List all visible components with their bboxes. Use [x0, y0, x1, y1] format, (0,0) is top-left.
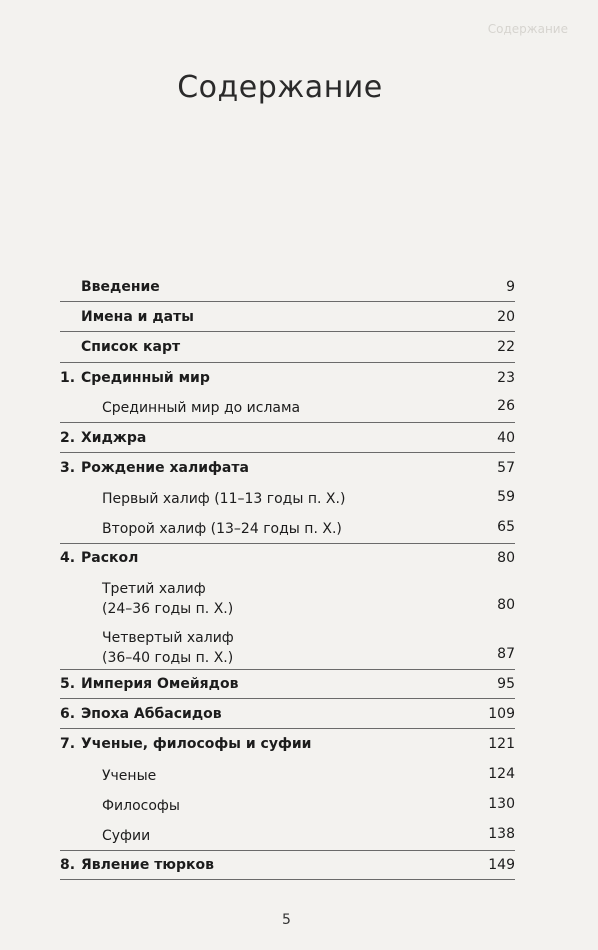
toc-entry-page: 26	[497, 398, 515, 414]
page-number: 5	[282, 912, 291, 928]
toc-divider	[60, 879, 515, 880]
chapter-number: 7.	[60, 736, 76, 752]
toc-entry-title: Философы	[102, 798, 180, 814]
toc-entry-page: 22	[497, 339, 515, 355]
toc-entry-page: 87	[497, 646, 515, 662]
toc-divider	[60, 301, 515, 302]
toc-divider	[60, 331, 515, 332]
toc-entry-title-dates: (24–36 годы п. Х.)	[102, 601, 234, 617]
toc-entry-title: Список карт	[81, 339, 181, 355]
toc-entry-page: 124	[488, 766, 515, 782]
bleed-through-header: Содержание	[487, 22, 568, 36]
toc-entry-page: 40	[497, 430, 515, 446]
chapter-number: 4.	[60, 550, 76, 566]
toc-entry-title: Третий халиф	[102, 581, 206, 597]
toc-entry-page: 80	[497, 550, 515, 566]
toc-divider	[60, 362, 515, 363]
toc-entry-page: 57	[497, 460, 515, 476]
toc-entry-title: Эпоха Аббасидов	[81, 706, 222, 722]
toc-divider	[60, 850, 515, 851]
toc-entry-title: Суфии	[102, 828, 151, 844]
toc-entry-title: Хиджра	[81, 430, 147, 446]
chapter-number: 3.	[60, 460, 76, 476]
toc-entry-title: Ученые	[102, 768, 157, 784]
chapter-number: 2.	[60, 430, 76, 446]
toc-entry-page: 59	[497, 489, 515, 505]
toc-entry-title: Раскол	[81, 550, 139, 566]
toc-entry-page: 149	[488, 857, 515, 873]
page-title: Содержание	[177, 70, 383, 105]
toc-entry-page: 9	[506, 279, 515, 295]
toc-entry-title: Четвертый халиф	[102, 630, 234, 646]
toc-entry-page: 130	[488, 796, 515, 812]
toc-entry-title-dates: (36–40 годы п. Х.)	[102, 650, 234, 666]
toc-entry-title: Империя Омейядов	[81, 676, 239, 692]
toc-entry-page: 95	[497, 676, 515, 692]
toc-entry-title: Первый халиф (11–13 годы п. Х.)	[102, 491, 346, 507]
toc-entry-page: 109	[488, 706, 515, 722]
toc-entry-title: Рождение халифата	[81, 460, 249, 476]
toc-entry-page: 65	[497, 519, 515, 535]
toc-entry-page: 80	[497, 597, 515, 613]
toc-entry-page: 121	[488, 736, 515, 752]
toc-entry-title: Срединный мир	[81, 370, 210, 386]
toc-divider	[60, 543, 515, 544]
toc-entry-title: Второй халиф (13–24 годы п. Х.)	[102, 521, 342, 537]
toc-entry-title: Введение	[81, 279, 160, 295]
toc-divider	[60, 728, 515, 729]
toc-divider	[60, 698, 515, 699]
chapter-number: 5.	[60, 676, 76, 692]
toc-divider	[60, 452, 515, 453]
chapter-number: 6.	[60, 706, 76, 722]
toc-entry-page: 20	[497, 309, 515, 325]
toc-entry-title: Ученые, философы и суфии	[81, 736, 312, 752]
toc-entry-page: 23	[497, 370, 515, 386]
chapter-number: 8.	[60, 857, 76, 873]
chapter-number: 1.	[60, 370, 76, 386]
toc-entry-page: 138	[488, 826, 515, 842]
toc-entry-title: Срединный мир до ислама	[102, 400, 301, 416]
toc-entry-title: Имена и даты	[81, 309, 194, 325]
toc-divider	[60, 669, 515, 670]
toc-divider	[60, 422, 515, 423]
toc-entry-title: Явление тюрков	[81, 857, 214, 873]
